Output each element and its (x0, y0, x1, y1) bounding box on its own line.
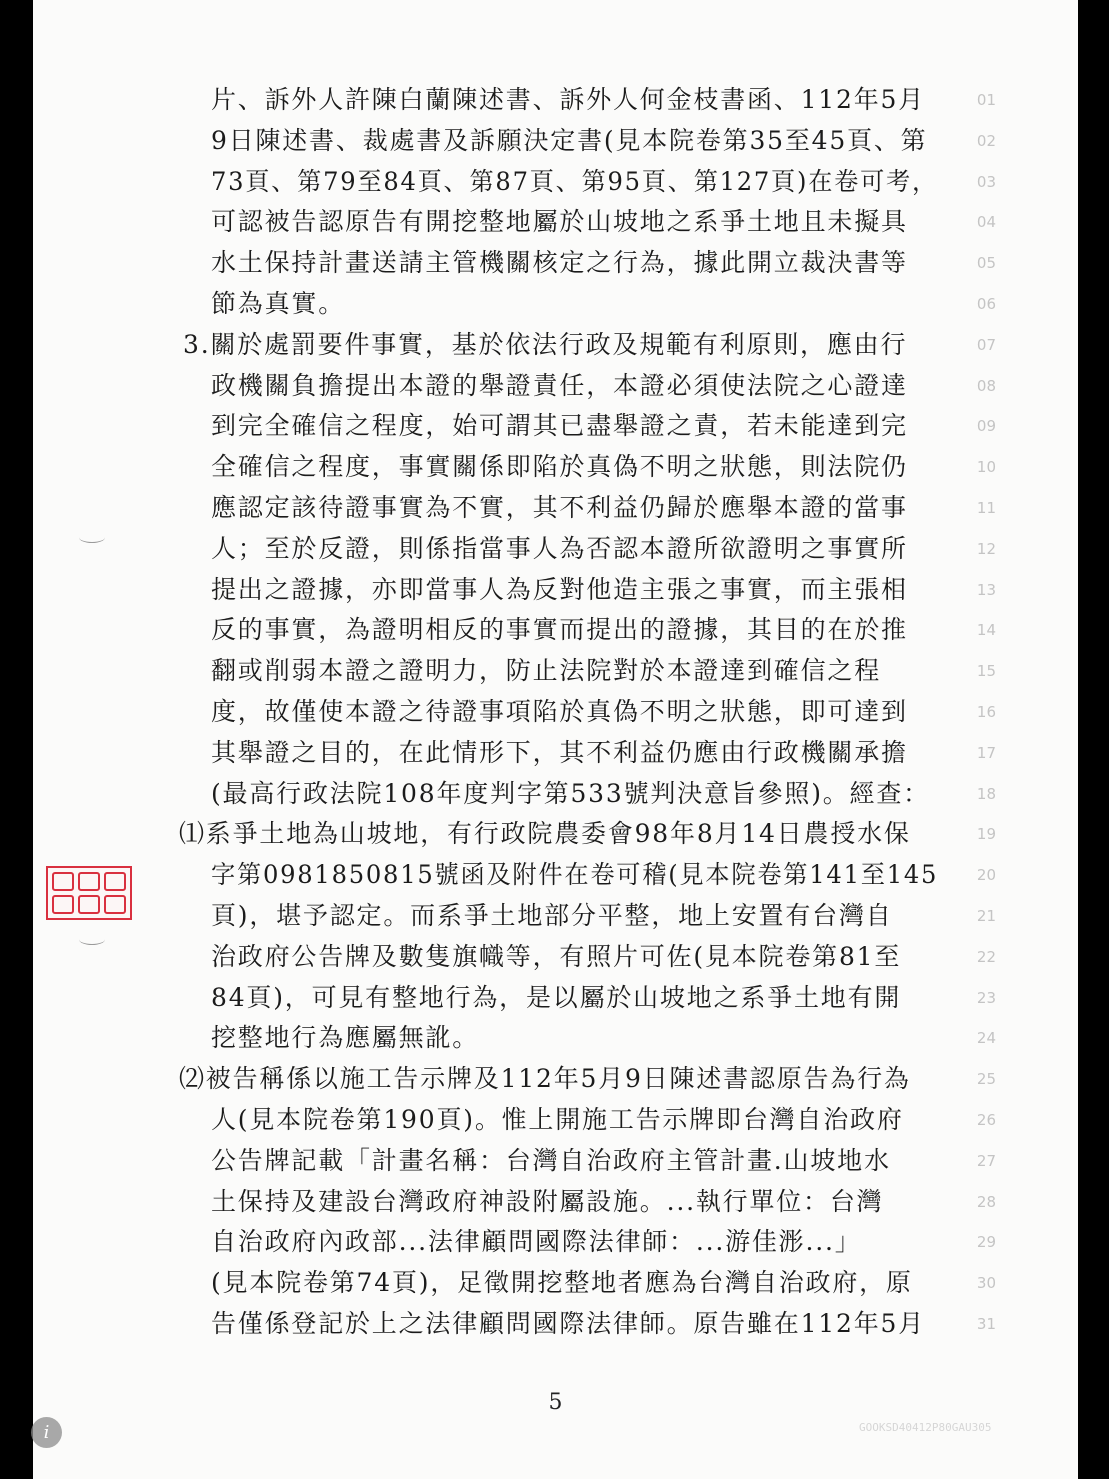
line-number: 22 (976, 947, 996, 966)
line-text: 反的事實，為證明相反的事實而提出的證據，其目的在於推 (211, 615, 908, 645)
page-number: 5 (548, 1390, 563, 1415)
text-line (33, 447, 1078, 487)
text-line (33, 692, 1078, 732)
text-line (33, 814, 1078, 854)
line-text: 其舉證之目的，在此情形下，其不利益仍應由行政機關承擔 (211, 737, 908, 767)
text-line (33, 1018, 1078, 1058)
line-number: 29 (976, 1233, 996, 1252)
line-number: 12 (976, 539, 996, 558)
punch-hole-mark (79, 934, 105, 945)
line-number: 18 (976, 784, 996, 803)
line-number: 28 (976, 1192, 996, 1211)
line-number: 13 (976, 580, 996, 599)
text-line (33, 1141, 1078, 1181)
line-number: 09 (976, 417, 996, 436)
text-line (33, 1263, 1078, 1303)
text-line (33, 1222, 1078, 1262)
line-number: 24 (976, 1029, 996, 1048)
line-text: (最高行政法院108年度判字第533號判決意旨參照)。經查： (211, 778, 930, 808)
seal-stamp-icon (46, 866, 132, 920)
line-text: ⑴系爭土地為山坡地，有行政院農委會98年8月14日農授水保 (179, 819, 911, 849)
info-icon[interactable]: i (31, 1417, 62, 1448)
line-number: 03 (976, 172, 996, 191)
line-text: 節為真實。 (211, 289, 346, 318)
line-text: 翻或削弱本證之證明力，防止法院對於本證達到確信之程 (211, 656, 882, 686)
line-text: 水土保持計畫送請主管機關核定之行為，據此開立裁決書等 (211, 248, 908, 278)
line-text: 土保持及建設台灣政府神設附屬設施。...執行單位：台灣 (211, 1186, 884, 1216)
line-text: 到完全確信之程度，始可謂其已盡舉證之責，若未能達到完 (211, 411, 908, 441)
line-number: 27 (976, 1151, 996, 1170)
line-text: 9日陳述書、裁處書及訴願決定書(見本院卷第35至45頁、第 (211, 125, 928, 155)
text-line (33, 651, 1078, 691)
text-line (33, 284, 1078, 324)
line-number: 30 (976, 1274, 996, 1293)
line-text: 應認定該待證事實為不實，其不利益仍歸於應舉本證的當事 (211, 493, 908, 522)
line-number: 17 (976, 743, 996, 762)
text-line (33, 570, 1078, 610)
text-line (33, 1182, 1078, 1222)
line-text: 3.關於處罰要件事實，基於依法行政及規範有利原則，應由行 (183, 329, 908, 359)
line-text: 提出之證據，亦即當事人為反對他造主張之事實，而主張相 (211, 574, 908, 604)
text-line (33, 733, 1078, 773)
line-number: 14 (976, 621, 996, 640)
text-line (33, 1100, 1078, 1140)
line-number: 23 (976, 988, 996, 1007)
line-number: 02 (976, 131, 996, 150)
text-line (33, 1059, 1078, 1099)
line-text: 人；至於反證，則係指當事人為否認本證所欲證明之事實所 (211, 533, 908, 563)
document-id: GOOKSD40412P80GAU305 (859, 1421, 992, 1434)
line-number: 15 (976, 662, 996, 681)
text-line (33, 366, 1078, 406)
line-text: 治政府公告牌及數隻旗幟等，有照片可佐(見本院卷第81至 (211, 941, 902, 971)
text-line (33, 1304, 1078, 1344)
line-number: 20 (976, 866, 996, 885)
line-text: 片、訴外人許陳白蘭陳述書、訴外人何金枝書函、112年5月 (211, 85, 926, 114)
text-line (33, 325, 1078, 365)
text-line (33, 529, 1078, 569)
text-line (33, 937, 1078, 977)
line-text: (見本院卷第74頁)，足徵開挖整地者應為台灣自治政府，原 (211, 1268, 913, 1298)
line-number: 04 (976, 213, 996, 232)
text-line (33, 243, 1078, 283)
document-page (33, 0, 1078, 1479)
line-number: 07 (976, 335, 996, 354)
line-text: 73頁、第79至84頁、第87頁、第95頁、第127頁)在卷可考， (211, 166, 938, 196)
line-text: 度，故僅使本證之待證事項陷於真偽不明之狀態，即可達到 (211, 697, 908, 726)
text-line (33, 162, 1078, 202)
line-number: 25 (976, 1070, 996, 1089)
line-text: 公告牌記載「計畫名稱：台灣自治政府主管計畫.山坡地水 (211, 1145, 891, 1175)
line-number: 11 (976, 499, 996, 517)
line-number: 01 (976, 91, 996, 109)
line-number: 19 (976, 825, 996, 844)
line-text: 人(見本院卷第190頁)。惟上開施工告示牌即台灣自治政府 (211, 1105, 904, 1134)
text-line (33, 896, 1078, 936)
line-number: 26 (976, 1111, 996, 1129)
line-text: 全確信之程度，事實關係即陷於真偽不明之狀態，則法院仍 (211, 452, 908, 482)
line-text: ⑵被告稱係以施工告示牌及112年5月9日陳述書認原告為行為 (179, 1064, 911, 1094)
text-line (33, 774, 1078, 814)
line-number: 10 (976, 458, 996, 477)
line-text: 挖整地行為應屬無訛。 (211, 1023, 480, 1053)
text-line (33, 121, 1078, 161)
punch-hole-mark (79, 532, 105, 543)
line-number: 16 (976, 703, 996, 721)
text-line (33, 406, 1078, 446)
line-text: 自治政府內政部...法律顧問國際法律師：...游佳浵...」 (211, 1227, 862, 1257)
line-number: 08 (976, 376, 996, 395)
text-line (33, 202, 1078, 242)
text-line (33, 855, 1078, 895)
text-line (33, 610, 1078, 650)
line-text: 政機關負擔提出本證的舉證責任，本證必須使法院之心證達 (211, 370, 908, 400)
text-line (33, 488, 1078, 528)
line-number: 21 (976, 907, 996, 925)
line-text: 可認被告認原告有開挖整地屬於山坡地之系爭土地且未擬具 (211, 207, 908, 237)
text-line (33, 80, 1078, 120)
line-text: 84頁)，可見有整地行為，是以屬於山坡地之系爭土地有開 (211, 982, 902, 1012)
line-number: 05 (976, 254, 996, 273)
line-text: 告僅係登記於上之法律顧問國際法律師。原告雖在112年5月 (211, 1309, 926, 1338)
line-number: 06 (976, 295, 996, 313)
line-text: 頁)，堪予認定。而系爭土地部分平整，地上安置有台灣自 (211, 901, 893, 930)
line-number: 31 (976, 1315, 996, 1333)
text-line (33, 978, 1078, 1018)
line-text: 字第0981850815號函及附件在卷可稽(見本院卷第141至145 (211, 860, 939, 890)
